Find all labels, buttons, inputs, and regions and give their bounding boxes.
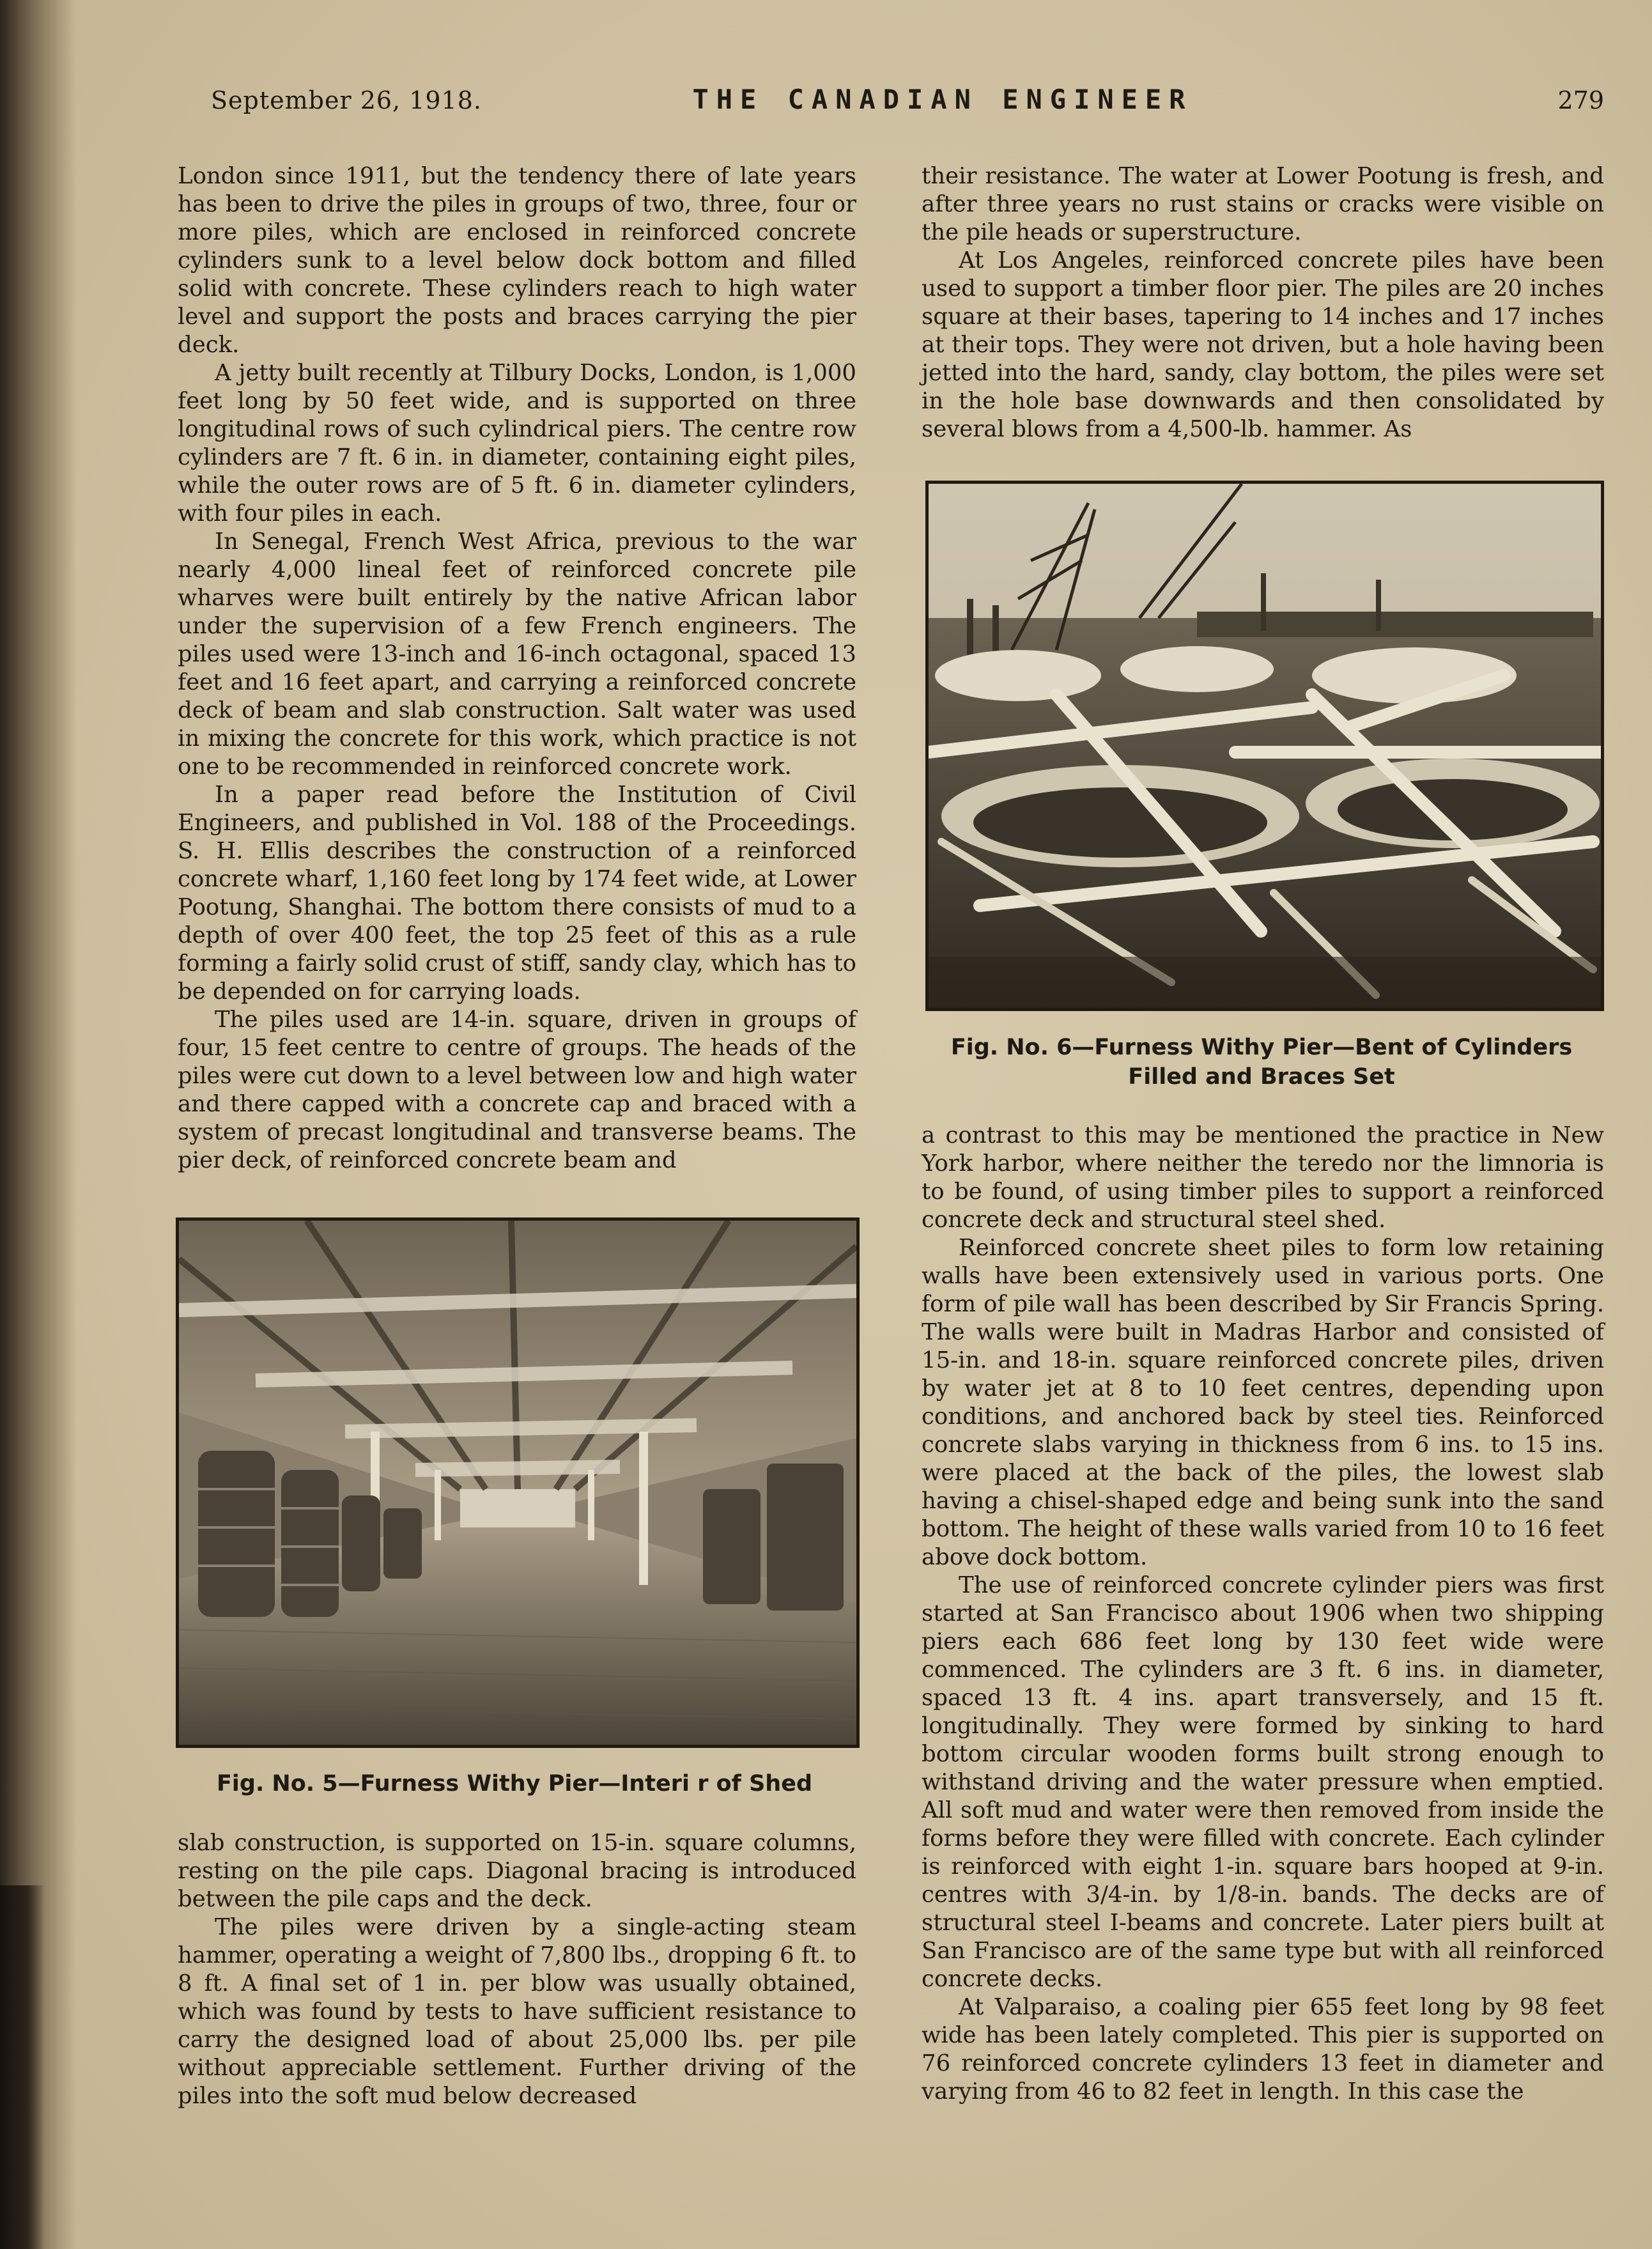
- shed-interior-illustration: [179, 1221, 856, 1745]
- right-column-bottom: [922, 1122, 1604, 2240]
- paragraph: A jetty built recently at Tilbury Docks, London, is 1,000 feet long by 50 feet wide, and is supported on three longitudinal rows of such cylindrical piers. The centre row cylinders are 7 ft. 6 in. in diameter, containing eight piles, while the outer rows are of 5 ft. 6 in. diameter cylinders, with four piles in each.: [178, 360, 856, 527]
- photo-shed-interior: [176, 1217, 860, 1748]
- journal-title: THE CANADIAN ENGINEER: [692, 84, 1193, 115]
- pier-construction-illustration: [929, 484, 1601, 1008]
- left-column-bottom: [178, 1829, 856, 2238]
- paragraph: In a paper read before the Institution of Civil Engineers, and published in Vol. 188 of the Proceedings. S. H. Ellis describes the construction of a reinforced concrete wharf, 1,160 feet long by 174 feet wide, at Lower Pootung, Shanghai. The bottom there consists of mud to a depth of over 400 feet, the top 25 feet of this as a rule forming a fairly solid crust of stiff, sandy clay, which has to be depended on for carrying loads.: [178, 782, 856, 1005]
- left-column-top: [178, 162, 856, 1185]
- paragraph: The piles used are 14-in. square, driven in groups of four, 15 feet centre to centre of groups. The heads of the piles were cut down to a level between low and high water and there capped with a concrete cap and braced with a system of precast longitudinal and transverse beams. The pier deck, of reinforced concrete beam and: [178, 1007, 856, 1173]
- figure-5-caption: Fig. No. 5—Furness Withy Pier—Interi r of Shed: [216, 1771, 813, 1797]
- book-spine-fold: [0, 1885, 45, 2249]
- photo-pier-construction: [925, 481, 1604, 1011]
- figure-6-caption-line-2: Filled and Braces Set: [1128, 1064, 1395, 1090]
- paragraph: Reinforced concrete sheet piles to form low retaining walls have been extensively used in various ports. One form of pile wall has been described by Sir Francis Spring. The walls were built in Madras Harbor and consisted of 15-in. and 18-in. square reinforced concrete piles, driven by water jet at 8 to 10 feet centres, depending upon conditions, and anchored back by steel ties. Reinforced concrete slabs varying in thickness from 6 ins. to 15 ins. were placed at the back of the piles, the lowest slab having a chisel-shaped edge and being sunk into the sand bottom. The height of these walls varied from 10 to 16 feet above dock bottom.: [922, 1235, 1604, 1570]
- page-number: 279: [1557, 86, 1604, 114]
- issue-date: September 26, 1918.: [211, 86, 482, 114]
- right-column-top: [922, 162, 1604, 444]
- running-header: [211, 86, 1617, 125]
- paragraph: In Senegal, French West Africa, previous to the war nearly 4,000 lineal feet of reinforced concrete pile wharves were built entirely by the native African labor under the supervision of a few French engineers. The piles used were 13-inch and 16-inch octagonal, spaced 13 feet and 16 feet apart, and carrying a reinforced concrete deck of beam and slab construction. Salt water was used in mixing the concrete for this work, which practice is not one to be recommended in reinforced concrete work.: [178, 529, 856, 780]
- figure-6-caption: [925, 1033, 1598, 1092]
- figure-6-caption-line-1: Fig. No. 6—Furness Withy Pier—Bent of Cylinders: [950, 1035, 1573, 1060]
- paragraph: a contrast to this may be mentioned the practice in New York harbor, where neither the teredo nor the limnoria is to be found, of using timber piles to support a reinforced concrete deck and structural steel shed.: [922, 1122, 1604, 1233]
- paragraph: their resistance. The water at Lower Pootung is fresh, and after three years no rust stains or cracks were visible on the pile heads or superstructure.: [922, 163, 1604, 245]
- paragraph: London since 1911, but the tendency there of late years has been to drive the piles in groups of two, three, four or more piles, which are enclosed in reinforced concrete cylinders sunk to a level below dock bottom and filled solid with concrete. These cylinders reach to high water level and support the posts and braces carrying the pier deck.: [178, 163, 856, 358]
- paragraph: The piles were driven by a single-acting steam hammer, operating a weight of 7,800 lbs., dropping 6 ft. to 8 ft. A final set of 1 in. per blow was usually obtained, which was found by tests to have sufficient resistance to carry the designed load of about 25,000 lbs. per pile without appreciable settlement. Further driving of the piles into the soft mud below decreased: [178, 1914, 856, 2109]
- paragraph: At Valparaiso, a coaling pier 655 feet long by 98 feet wide has been lately completed. This pier is supported on 76 reinforced concrete cylinders 13 feet in diameter and varying from 46 to 82 feet in length. In this case the: [922, 1994, 1604, 2105]
- paragraph: slab construction, is supported on 15-in. square columns, resting on the pile caps. Diagonal bracing is introduced between the pile caps and the deck.: [178, 1830, 856, 1912]
- paragraph: At Los Angeles, reinforced concrete piles have been used to support a timber floor pier. The piles are 20 inches square at their bases, tapering to 14 inches and 17 inches at their tops. They were not driven, but a hole having been jetted into the hard, sandy, clay bottom, the piles were set in the hole base downwards and then consolidated by several blows from a 4,500-lb. hammer. As: [922, 247, 1604, 442]
- paragraph: The use of reinforced concrete cylinder piers was first started at San Francisco about 1906 when two shipping piers each 686 feet long by 130 feet wide were commenced. The cylinders are 3 ft. 6 ins. in diameter, spaced 13 ft. 4 ins. apart transversely, and 15 ft. longitudinally. They were formed by sinking to hard bottom circular wooden forms built strong enough to withstand driving and the water pressure when emptied. All soft mud and water were then removed from inside the forms before they were filled with concrete. Each cylinder is reinforced with eight 1-in. square bars hooped at 9-in. centres with 3/4-in. by 1/8-in. bands. The decks are of structural steel I-beams and concrete. Later piers built at San Francisco are of the same type but with all reinforced concrete decks.: [922, 1572, 1604, 1992]
